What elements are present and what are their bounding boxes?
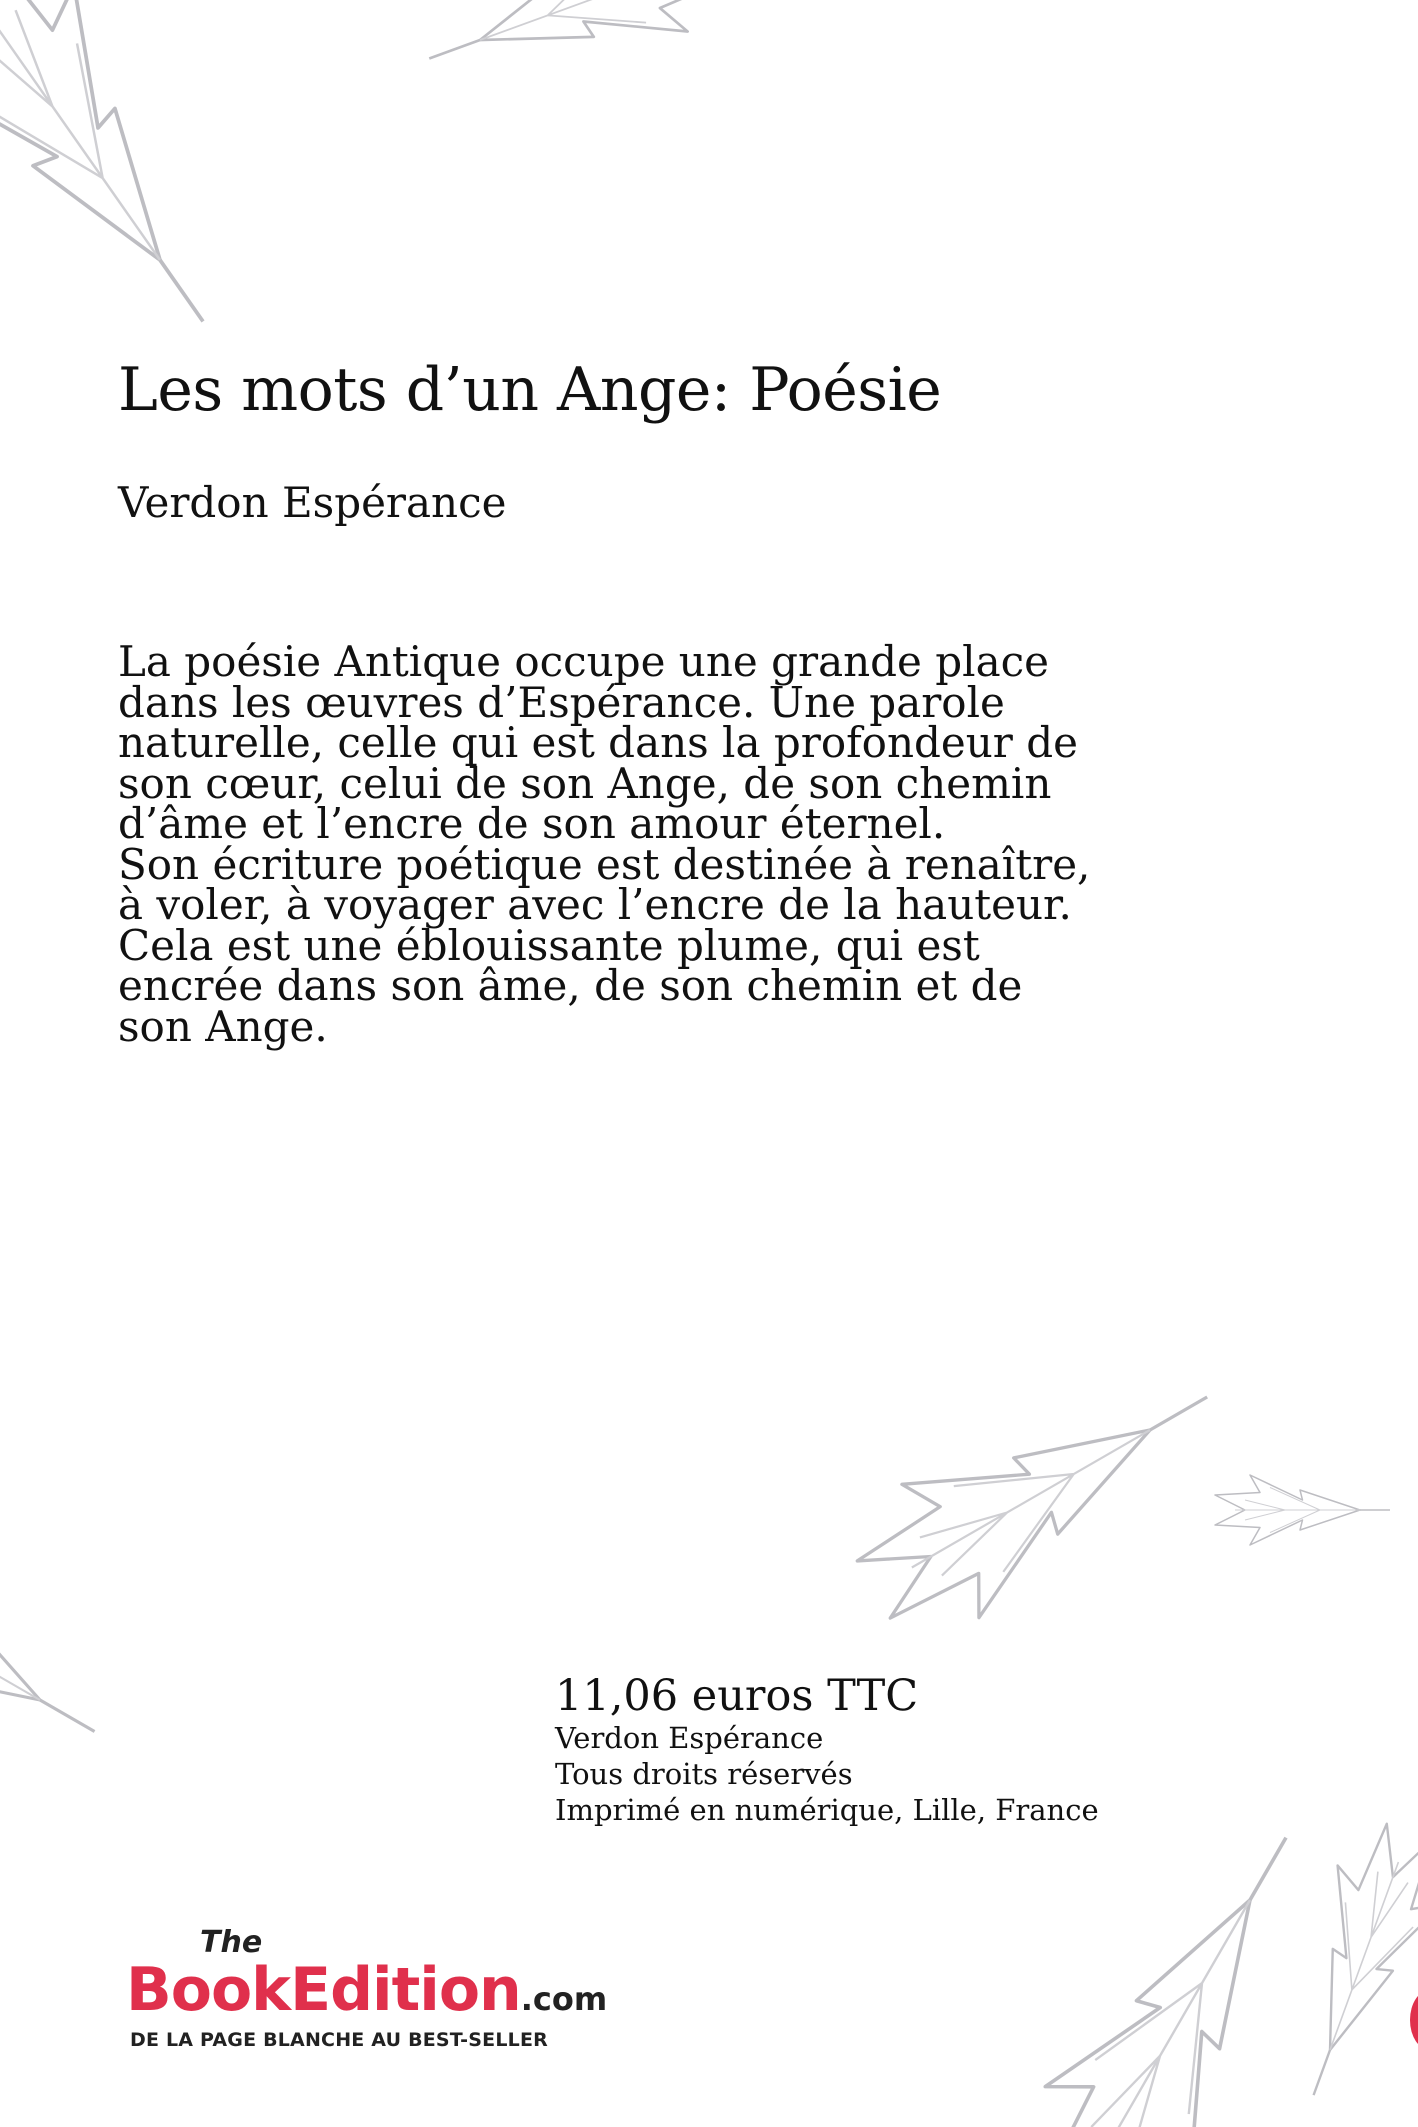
blurb-paragraph: Son écriture poétique est destinée à renaître, à voler, à voyager avec l’encre de la hauteur. Cela est une éblouissante plume, qui est encrée dans son âme, de son chemin et de son Ange. (118, 839, 1091, 1051)
maple-leaf-icon (1003, 1796, 1358, 2127)
blurb-paragraph: La poésie Antique occupe une grande place dans les œuvres d’Espérance. Une parole naturelle, celle qui est dans la profondeur de son cœur, celui de son Ange, de son chemin d’âme et l’encre de son amour éternel. (118, 637, 1078, 848)
maple-leaf-icon (408, 0, 747, 118)
maple-leaf-icon (1215, 1475, 1390, 1545)
book-blurb (118, 637, 1098, 1051)
imprint-rights: Tous droits réservés (555, 1757, 853, 1791)
price: 11,06 euros TTC (555, 1671, 919, 1721)
imprint-printing: Imprimé en numérique, Lille, France (555, 1793, 1099, 1827)
maple-leaf-icon (1261, 1813, 1418, 2114)
maple-leaf-icon (0, 0, 275, 372)
maple-leaf-icon (0, 1484, 131, 1795)
maple-leaf-icon (835, 1330, 1245, 1656)
book-title: Les mots d’un Ange: Poésie (118, 355, 942, 425)
brand-logo-icon: The BookEdition.com DE LA PAGE BLANCHE AU BEST-SELLER (126, 1925, 608, 2051)
book-author: Verdon Espérance (118, 478, 507, 527)
logo-tagline: DE LA PAGE BLANCHE AU BEST-SELLER (130, 2029, 548, 2051)
imprint-block (555, 1672, 1099, 1828)
imprint-author: Verdon Espérance (555, 1721, 824, 1755)
